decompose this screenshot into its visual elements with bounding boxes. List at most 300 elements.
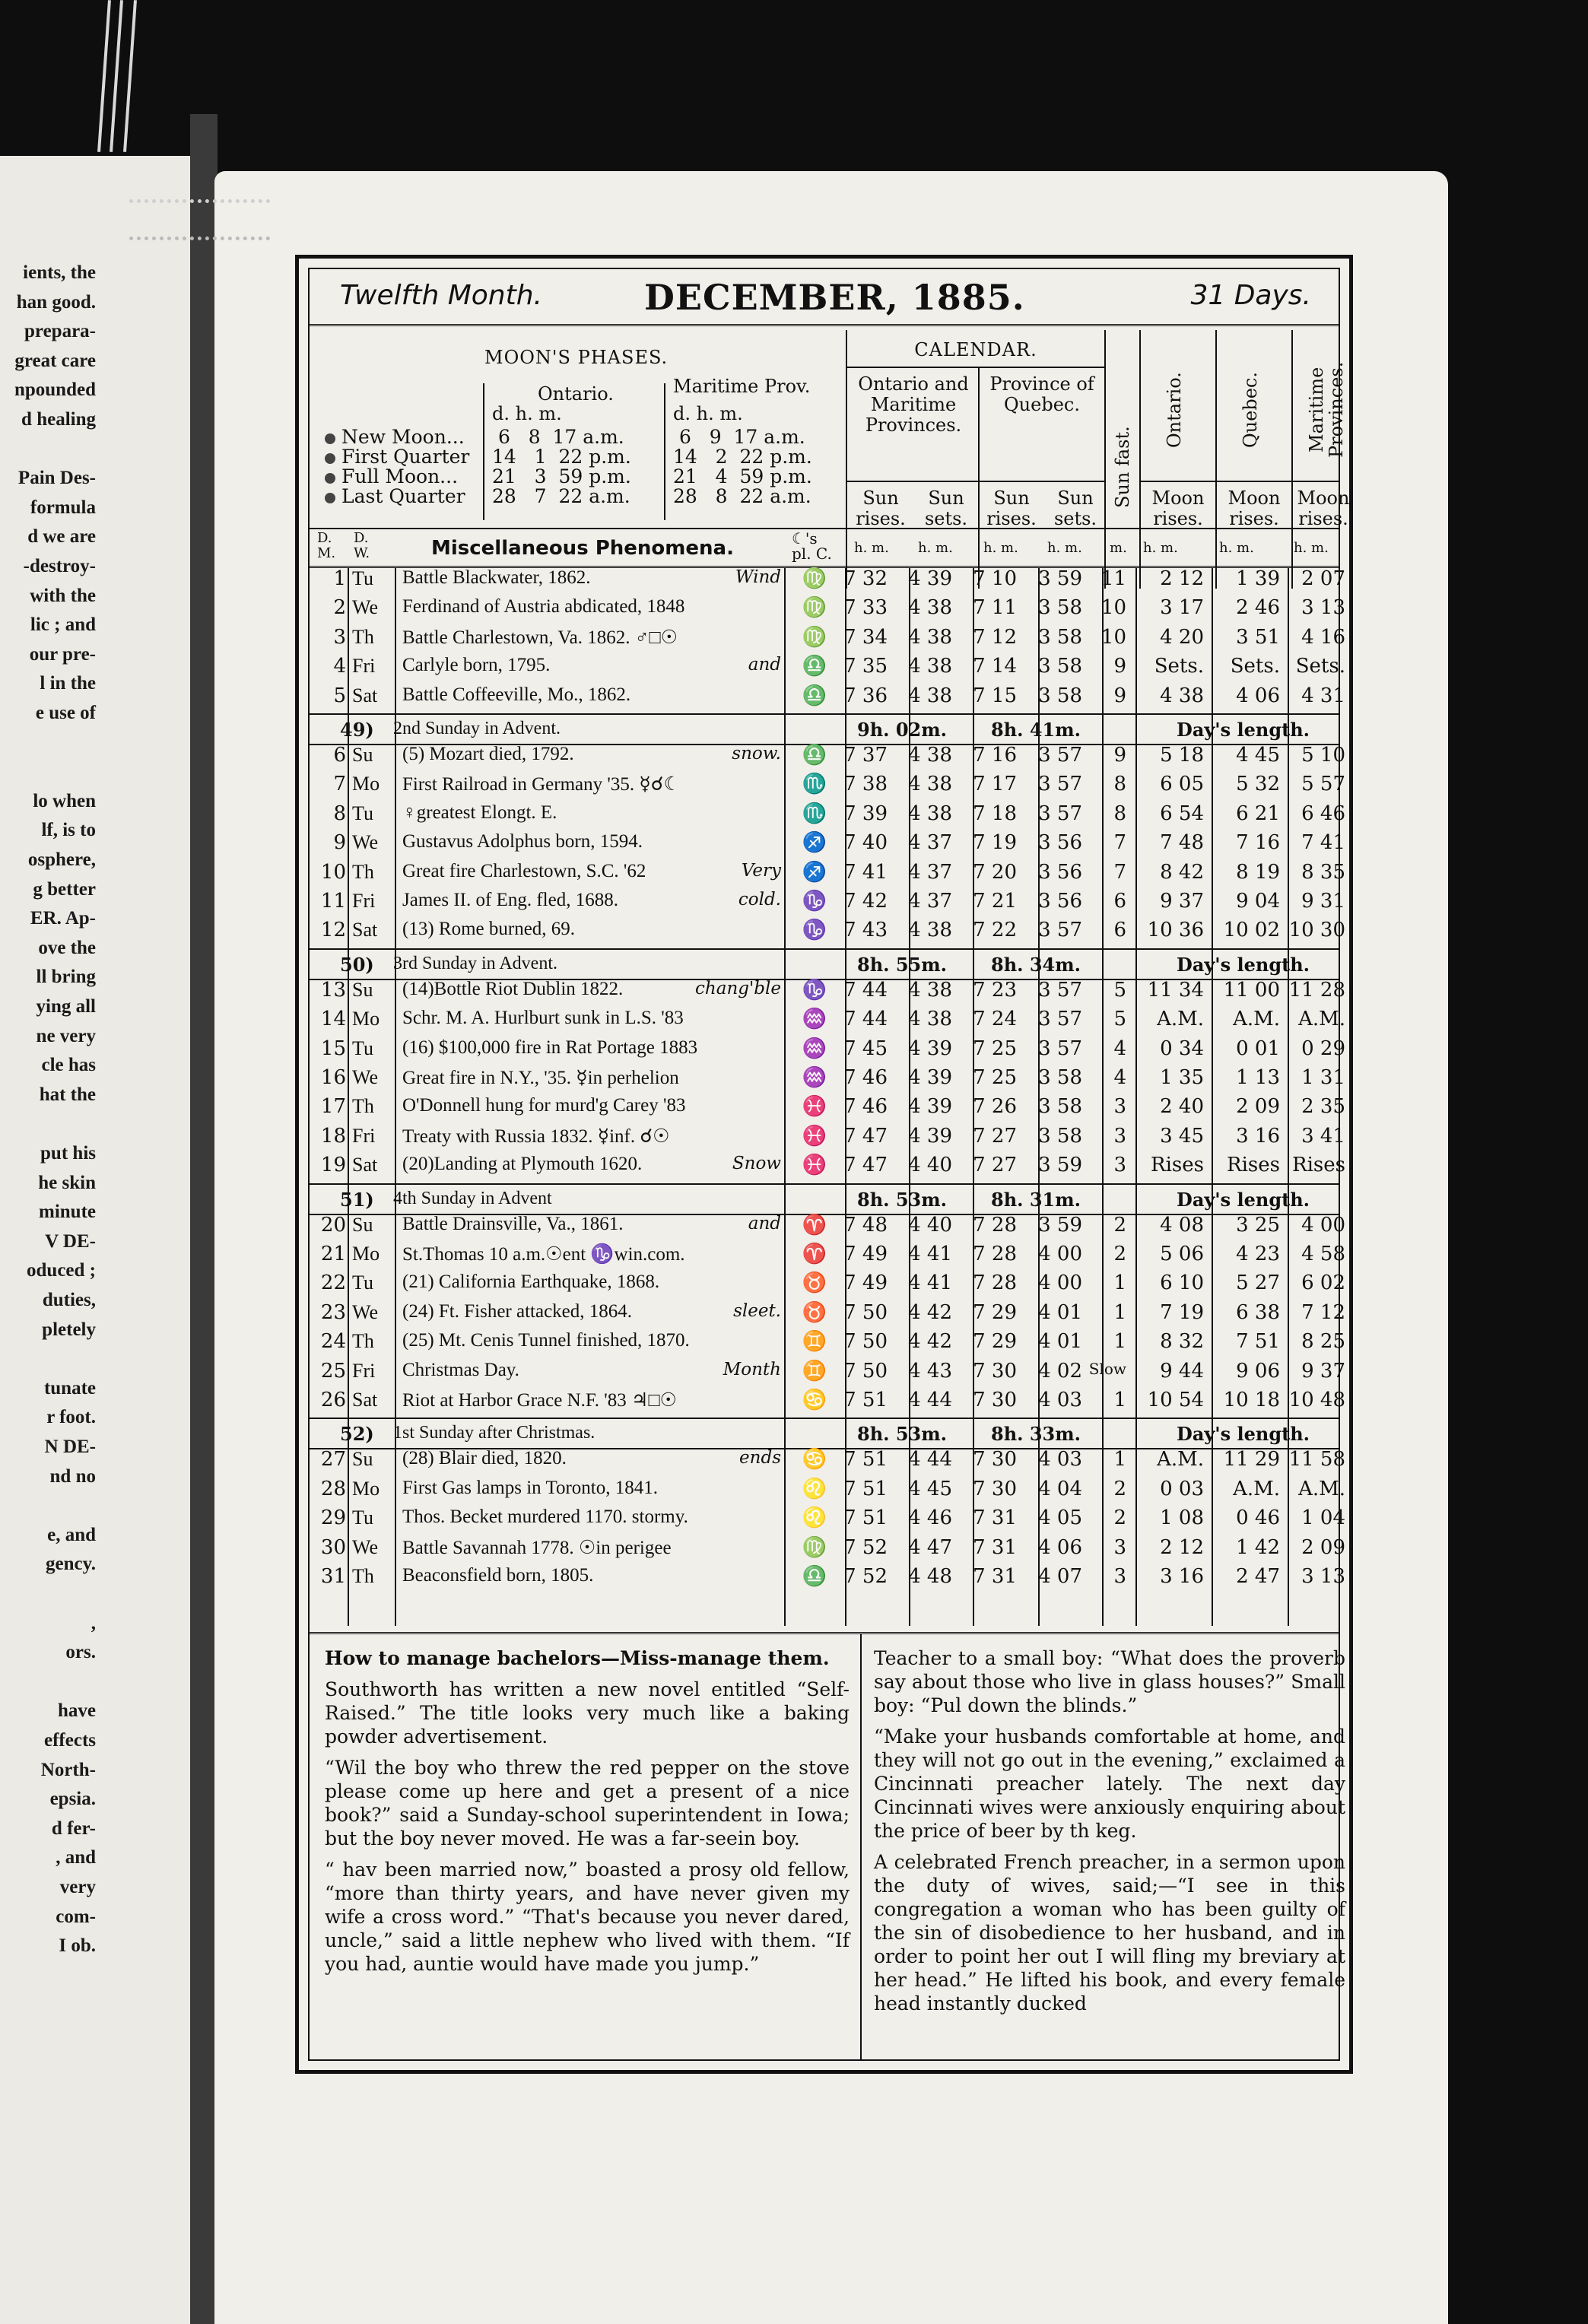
time-cell: 7 44 xyxy=(843,978,888,1002)
month-title: DECEMBER, 1885. xyxy=(644,277,1025,318)
phases-ontario-head: Ontario. xyxy=(538,383,614,405)
moon-phase-icon xyxy=(325,433,335,444)
phenomenon: (20)Landing at Plymouth 1620. xyxy=(402,1154,643,1175)
left-page-line: d healing xyxy=(21,409,96,430)
hm-2: h. m. xyxy=(918,540,953,556)
day-of-week: Su xyxy=(352,1448,373,1471)
time-cell: 7 18 xyxy=(973,802,1017,825)
phases-maritime-head: Maritime Prov. xyxy=(673,376,811,397)
phase-mar-time: 14 2 22 p.m. xyxy=(673,446,812,468)
anecdote-text: “Wil the boy who threw the red pepper on the stove please come up here and get a present of a nice book?” said a Sunday-school superintendent in Iowa; but the boy never moved. He was a far-seein boy. xyxy=(325,1757,850,1849)
time-cell: 0 29 xyxy=(1301,1037,1345,1060)
time-cell: 7 10 xyxy=(973,567,1017,590)
phenomenon: Riot at Harbor Grace N.F. '83 ♃□☉ xyxy=(402,1390,677,1411)
table-row xyxy=(310,831,1345,860)
phenomenon: ♀greatest Elongt. E. xyxy=(402,802,557,823)
day-of-month: 24 xyxy=(320,1330,346,1354)
maritime-moon-head: Maritime Provinces. xyxy=(1306,361,1347,459)
table-row xyxy=(310,1037,1345,1066)
left-page-line: our pre- xyxy=(29,643,96,665)
time-cell: 9 04 xyxy=(1236,890,1280,913)
time-cell: 0 01 xyxy=(1236,1037,1280,1060)
day-of-week: Sat xyxy=(352,1389,378,1411)
left-page-line: ER. Ap- xyxy=(30,908,96,929)
moon-sign: ♌ xyxy=(802,1506,827,1530)
phenomenon: Schr. M. A. Hurlburt sunk in L.S. '83 xyxy=(402,1008,684,1029)
day-of-week: We xyxy=(352,831,378,854)
time-cell: 4 45 xyxy=(908,1477,952,1500)
left-page-line: duties, xyxy=(42,1290,96,1310)
day-of-month: 29 xyxy=(320,1506,346,1530)
time-cell: 1 08 xyxy=(1160,1506,1204,1530)
time-cell: 3 57 xyxy=(1038,1037,1082,1060)
time-cell: 7 19 xyxy=(973,831,1017,855)
time-cell: 2 07 xyxy=(1301,567,1345,590)
time-cell: 3 58 xyxy=(1038,655,1082,678)
time-cell: 0 03 xyxy=(1160,1477,1204,1500)
time-cell: A.M. xyxy=(1298,1008,1345,1031)
moon-sign: ♑ xyxy=(802,919,827,942)
time-cell: 3 25 xyxy=(1236,1213,1280,1237)
left-page-line: lf, is to xyxy=(41,820,96,841)
phase-ont-time: 21 3 59 p.m. xyxy=(492,465,631,487)
table-row xyxy=(310,860,1345,890)
time-cell: 7 41 xyxy=(1301,831,1345,855)
time-cell: 3 45 xyxy=(1160,1124,1204,1148)
sun-sets-1: Sun sets. xyxy=(924,487,968,529)
phenomenon: O'Donnell hung for murd'g Carey '83 xyxy=(402,1095,686,1116)
moon-sign: ♒ xyxy=(802,1037,827,1060)
left-page-line: I ob. xyxy=(59,1935,96,1957)
phenomenon: (14)Bottle Riot Dublin 1822. xyxy=(402,978,624,999)
left-page-line: gency. xyxy=(46,1554,96,1575)
day-of-month: 4 xyxy=(333,655,346,678)
sunday-row xyxy=(310,948,1339,980)
left-page-line: cle has xyxy=(41,1055,96,1076)
time-cell: 9 06 xyxy=(1236,1359,1280,1383)
anecdotes-left xyxy=(325,1646,850,1983)
table-row xyxy=(310,1213,1345,1243)
moon-sign: ♑ xyxy=(802,978,827,1002)
phenomenon: First Railroad in Germany '35. ☿☌☾ xyxy=(402,774,681,795)
table-row xyxy=(310,744,1345,773)
weather-note: Wind xyxy=(735,567,781,587)
weather-note: snow. xyxy=(732,744,781,764)
time-cell: 6 05 xyxy=(1160,773,1204,796)
time-cell: 8 42 xyxy=(1160,860,1204,884)
day-of-month: 5 xyxy=(333,684,346,707)
time-cell: 7 52 xyxy=(843,1535,888,1559)
anecdote-lead: How to manage bachelors—Miss-manage them. xyxy=(325,1647,830,1669)
week-number: 50) xyxy=(340,953,374,976)
time-cell: 3 59 xyxy=(1038,1154,1082,1177)
day-of-month: 15 xyxy=(320,1037,346,1060)
phenomenon: Treaty with Russia 1832. ☿inf. ☌☉ xyxy=(402,1125,670,1147)
time-cell: 4 16 xyxy=(1301,625,1345,649)
phase-row xyxy=(325,485,465,507)
phenomenon: Great fire Charlestown, S.C. '62 xyxy=(402,860,646,881)
time-cell: 7 42 xyxy=(843,890,888,913)
phase-row xyxy=(325,446,469,468)
day-of-month: 26 xyxy=(320,1389,346,1411)
day-of-week: Fri xyxy=(352,1124,376,1147)
sunday-row xyxy=(310,713,1339,745)
time-cell: 7 xyxy=(1113,831,1126,855)
time-cell: 5 18 xyxy=(1160,744,1204,767)
time-cell: 7 28 xyxy=(973,1243,1017,1265)
time-cell: 11 28 xyxy=(1288,978,1345,1002)
time-cell: 7 31 xyxy=(973,1565,1017,1588)
time-cell: 7 15 xyxy=(973,684,1017,707)
day-length-label: Day's length. xyxy=(1177,719,1310,741)
left-page-line: -destroy- xyxy=(23,556,96,576)
sun-rises-2: Sun rises. xyxy=(986,487,1037,529)
left-page-line: d we are xyxy=(27,526,96,548)
time-cell: 6 46 xyxy=(1301,802,1345,825)
day-length-label: Day's length. xyxy=(1177,1188,1310,1211)
weather-note: cold. xyxy=(738,890,781,910)
day-length-label: Day's length. xyxy=(1177,1423,1310,1446)
day-of-month: 13 xyxy=(320,978,346,1002)
day-of-week: Tu xyxy=(352,1037,373,1059)
phenomenon: Christmas Day. xyxy=(402,1359,519,1380)
time-cell: A.M. xyxy=(1157,1448,1204,1472)
time-cell: 3 57 xyxy=(1038,919,1082,942)
phenomenon: (5) Mozart died, 1792. xyxy=(402,744,574,764)
time-cell: 4 03 xyxy=(1038,1389,1082,1411)
anecdote xyxy=(874,1646,1345,1717)
table-row xyxy=(310,1008,1345,1037)
time-cell: 7 52 xyxy=(843,1565,888,1588)
time-cell: Slow xyxy=(1088,1359,1126,1378)
time-cell: 1 31 xyxy=(1301,1066,1345,1089)
day-of-week: Fri xyxy=(352,890,376,912)
time-cell: 7 26 xyxy=(973,1095,1017,1119)
time-cell: 3 58 xyxy=(1038,1066,1082,1089)
left-page-line: lo when xyxy=(33,790,96,811)
time-cell: 3 57 xyxy=(1038,773,1082,796)
time-cell: 7 48 xyxy=(843,1213,888,1237)
day-of-month: 3 xyxy=(333,625,346,649)
sunday-label: 3rd Sunday in Advent. xyxy=(393,953,557,973)
time-cell: 7 51 xyxy=(843,1506,888,1530)
table-row xyxy=(310,1330,1345,1359)
time-cell: 10 xyxy=(1100,625,1126,649)
time-cell: 4 39 xyxy=(908,1124,952,1148)
time-cell: 7 35 xyxy=(843,655,888,678)
moon-phase-icon xyxy=(325,493,335,503)
time-cell: 4 37 xyxy=(908,860,952,884)
head-misc: Miscellaneous Phenomena. xyxy=(431,537,734,560)
table-row xyxy=(310,1243,1345,1272)
month-ordinal: Twelfth Month. xyxy=(340,280,542,311)
time-cell: 7 31 xyxy=(973,1535,1017,1559)
hm-3: h. m. xyxy=(983,540,1018,556)
moon-sign: ♒ xyxy=(802,1066,827,1089)
day-of-week: Su xyxy=(352,744,373,766)
time-cell: 4 38 xyxy=(908,684,952,707)
anecdote xyxy=(325,1858,850,1976)
column-heads xyxy=(310,528,1339,568)
phenomenon: Great fire in N.Y., '35. ☿in perhelion xyxy=(402,1068,679,1088)
phenomenon: First Gas lamps in Toronto, 1841. xyxy=(402,1477,658,1498)
time-cell: 4 23 xyxy=(1236,1243,1280,1265)
time-cell: 8 xyxy=(1113,802,1126,825)
left-page-line: com- xyxy=(56,1906,96,1927)
time-cell: 1 35 xyxy=(1160,1066,1204,1089)
time-cell: 9 31 xyxy=(1301,890,1345,913)
time-cell: 1 13 xyxy=(1236,1066,1280,1089)
left-page-line: ove the xyxy=(38,937,96,958)
phenomenon: (25) Mt. Cenis Tunnel finished, 1870. xyxy=(402,1330,690,1351)
time-cell: 3 57 xyxy=(1038,978,1082,1002)
table-row xyxy=(310,567,1345,596)
left-page-line: d fer- xyxy=(51,1818,96,1839)
time-cell: 11 58 xyxy=(1288,1448,1345,1472)
time-cell: 4 39 xyxy=(908,1066,952,1089)
time-cell: 6 10 xyxy=(1160,1272,1204,1295)
phenomenon: Beaconsfield born, 1805. xyxy=(402,1565,594,1586)
left-page-line: r foot. xyxy=(46,1407,96,1428)
moon-sign: ♑ xyxy=(802,890,827,913)
anecdotes-right xyxy=(874,1646,1345,2023)
time-cell: 4 39 xyxy=(908,1037,952,1060)
time-cell: 9 37 xyxy=(1301,1359,1345,1383)
day-of-month: 17 xyxy=(320,1095,346,1119)
time-cell: 1 xyxy=(1113,1389,1126,1411)
time-cell: 1 xyxy=(1113,1272,1126,1295)
left-page-line: formula xyxy=(30,497,96,518)
time-cell: 4 37 xyxy=(908,831,952,855)
time-cell: 8 xyxy=(1113,773,1126,796)
day-of-month: 12 xyxy=(320,919,346,942)
time-cell: 7 47 xyxy=(843,1124,888,1148)
moon-sign: ♓ xyxy=(802,1124,827,1148)
time-cell: 3 58 xyxy=(1038,596,1082,620)
time-cell: 7 50 xyxy=(843,1330,888,1354)
day-of-week: Sat xyxy=(352,1154,378,1176)
moon-sign: ♏ xyxy=(802,773,827,796)
day-length-2: 8h. 34m. xyxy=(991,953,1081,976)
day-of-month: 27 xyxy=(320,1448,346,1472)
sunday-row xyxy=(310,1183,1339,1215)
month-header xyxy=(310,269,1339,326)
quebec-moon-head: Quebec. xyxy=(1240,372,1261,448)
moon-sign: ♐ xyxy=(802,860,827,884)
left-page-line: npounded xyxy=(14,379,96,401)
left-page-line: very xyxy=(59,1877,96,1897)
time-cell: 5 32 xyxy=(1236,773,1280,796)
anecdote xyxy=(325,1756,850,1850)
time-cell: 4 38 xyxy=(908,655,952,678)
time-cell: 7 30 xyxy=(973,1477,1017,1500)
time-cell: 4 39 xyxy=(908,567,952,590)
time-cell: 4 31 xyxy=(1301,684,1345,707)
time-cell: 4 39 xyxy=(908,1095,952,1119)
weather-note: Snow xyxy=(732,1154,781,1174)
time-cell: 7 51 xyxy=(843,1448,888,1472)
quebec-head: Province of Quebec. xyxy=(989,373,1094,415)
time-cell: 7 40 xyxy=(843,831,888,855)
moon-sign: ♎ xyxy=(802,655,827,678)
moon-sign: ♈ xyxy=(802,1213,827,1237)
time-cell: 3 xyxy=(1113,1535,1126,1559)
time-cell: 3 51 xyxy=(1236,625,1280,649)
left-page xyxy=(0,156,204,2324)
table-row xyxy=(310,655,1345,684)
time-cell: Sets. xyxy=(1154,655,1204,678)
time-cell: 4 44 xyxy=(908,1389,952,1411)
book-gutter xyxy=(190,114,218,2324)
table-row xyxy=(310,1389,1345,1418)
day-of-month: 1 xyxy=(333,567,346,590)
time-cell: 4 04 xyxy=(1038,1477,1082,1500)
time-cell: 3 16 xyxy=(1236,1124,1280,1148)
time-cell: 7 49 xyxy=(843,1243,888,1265)
sunday-label: 2nd Sunday in Advent. xyxy=(393,719,561,738)
time-cell: 7 16 xyxy=(973,744,1017,767)
table-row xyxy=(310,1066,1345,1095)
moon-sign: ♉ xyxy=(802,1300,827,1324)
time-cell: 4 40 xyxy=(908,1154,952,1177)
table-row xyxy=(310,1154,1345,1183)
time-cell: 3 13 xyxy=(1301,1565,1345,1588)
week-number: 52) xyxy=(340,1423,374,1446)
time-cell: 3 xyxy=(1113,1154,1126,1177)
time-cell: 4 38 xyxy=(908,773,952,796)
time-cell: 9 xyxy=(1113,684,1126,707)
time-cell: 4 05 xyxy=(1038,1506,1082,1530)
moon-sign: ♊ xyxy=(802,1330,827,1354)
left-page-line: Pain Des- xyxy=(17,468,96,489)
time-cell: 7 38 xyxy=(843,773,888,796)
time-cell: 9 xyxy=(1113,744,1126,767)
time-cell: 7 46 xyxy=(843,1066,888,1089)
time-cell: 4 01 xyxy=(1038,1300,1082,1324)
time-cell: 10 18 xyxy=(1223,1389,1280,1411)
left-page-line: have xyxy=(58,1700,96,1722)
table-row xyxy=(310,625,1345,655)
ontario-moon-head: Ontario. xyxy=(1164,372,1185,448)
time-cell: 7 19 xyxy=(1160,1300,1204,1324)
time-cell: Sets. xyxy=(1230,655,1280,678)
phase-name: Last Quarter xyxy=(341,485,465,507)
time-cell: 7 32 xyxy=(843,567,888,590)
time-cell: 5 xyxy=(1113,1008,1126,1031)
time-cell: 5 xyxy=(1113,978,1126,1002)
time-cell: 7 27 xyxy=(973,1154,1017,1177)
sunday-label: 4th Sunday in Advent xyxy=(393,1188,552,1208)
time-cell: 1 xyxy=(1113,1448,1126,1472)
day-of-week: Fri xyxy=(352,655,376,678)
moon-sign: ♍ xyxy=(802,625,827,649)
time-cell: 5 27 xyxy=(1236,1272,1280,1295)
anecdote-text: A celebrated French preacher, in a sermon upon the duty of wives, said;—“I see in this congregation a woman who has been guilty of the sin of disobedience to her husband, and in order to point her out I will fling my breviary at her head.” He lifted his book, and every female head instantly ducked xyxy=(874,1851,1345,2014)
time-cell: 4 42 xyxy=(908,1300,952,1324)
time-cell: 7 39 xyxy=(843,802,888,825)
time-cell: 7 41 xyxy=(843,860,888,884)
day-length-2: 8h. 41m. xyxy=(991,719,1081,741)
left-page-line: effects xyxy=(44,1730,96,1751)
time-cell: 8 19 xyxy=(1236,860,1280,884)
time-cell: 7 30 xyxy=(973,1448,1017,1472)
time-cell: 6 38 xyxy=(1236,1300,1280,1324)
time-cell: 3 58 xyxy=(1038,684,1082,707)
anecdote-text: Southworth has written a new novel entitled “Self-Raised.” The title looks very much like a baking powder advertisement. xyxy=(325,1678,850,1748)
time-cell: 9 xyxy=(1113,655,1126,678)
day-of-month: 25 xyxy=(320,1359,346,1383)
moon-sign: ♋ xyxy=(802,1389,827,1411)
time-cell: 9 44 xyxy=(1160,1359,1204,1383)
time-cell: 4 38 xyxy=(908,596,952,620)
time-cell: 3 58 xyxy=(1038,625,1082,649)
time-cell: 1 04 xyxy=(1301,1506,1345,1530)
left-page-line: tunate xyxy=(43,1377,96,1399)
time-cell: 7 30 xyxy=(973,1389,1017,1411)
time-cell: Sets. xyxy=(1295,655,1345,678)
time-cell: 4 xyxy=(1113,1066,1126,1089)
left-page-line: he skin xyxy=(38,1172,96,1193)
table-row xyxy=(310,1565,1345,1594)
binding-thread xyxy=(87,0,156,152)
time-cell: 4 38 xyxy=(908,1008,952,1031)
time-cell: 3 13 xyxy=(1301,596,1345,620)
time-cell: 4 03 xyxy=(1038,1448,1082,1472)
moon-sign: ♊ xyxy=(802,1359,827,1383)
hm-1: h. m. xyxy=(854,540,889,556)
left-page-line: pletely xyxy=(42,1319,96,1340)
left-page-line: put his xyxy=(40,1143,96,1164)
moon-sign: ♎ xyxy=(802,744,827,767)
moon-sign: ♎ xyxy=(802,684,827,707)
time-cell: 7 12 xyxy=(973,625,1017,649)
time-cell: 6 21 xyxy=(1236,802,1280,825)
time-cell: 4 08 xyxy=(1160,1213,1204,1237)
time-cell: 7 51 xyxy=(1236,1330,1280,1354)
phase-mar-time: 28 8 22 a.m. xyxy=(673,485,811,507)
time-cell: 6 xyxy=(1113,890,1126,913)
time-cell: 4 xyxy=(1113,1037,1126,1060)
time-cell: 7 33 xyxy=(843,596,888,620)
time-cell: 4 38 xyxy=(908,978,952,1002)
time-cell: A.M. xyxy=(1233,1008,1280,1031)
time-cell: 4 38 xyxy=(908,744,952,767)
day-of-week: Fri xyxy=(352,1359,376,1382)
moon-sign: ♓ xyxy=(802,1095,827,1119)
day-of-week: Su xyxy=(352,978,373,1001)
phase-ont-time: 6 8 17 a.m. xyxy=(492,426,624,448)
time-cell: 4 40 xyxy=(908,1213,952,1237)
time-cell: 7 17 xyxy=(973,773,1017,796)
left-page-line: epsia. xyxy=(49,1789,96,1810)
time-cell: 4 37 xyxy=(908,890,952,913)
time-cell: 0 34 xyxy=(1160,1037,1204,1060)
left-page-line: prepara- xyxy=(24,321,96,342)
table-row xyxy=(310,1448,1345,1477)
time-cell: 7 49 xyxy=(843,1272,888,1295)
time-cell: 2 xyxy=(1113,1243,1126,1265)
day-length-label: Day's length. xyxy=(1177,953,1310,976)
time-cell: 11 34 xyxy=(1147,978,1204,1002)
table-row xyxy=(310,1535,1345,1565)
phenomenon: (13) Rome burned, 69. xyxy=(402,919,576,940)
left-page-line: l in the xyxy=(40,673,96,694)
phase-mar-time: 21 4 59 p.m. xyxy=(673,465,812,487)
time-cell: 2 12 xyxy=(1160,1535,1204,1559)
time-cell: 10 30 xyxy=(1288,919,1345,942)
phenomenon: Battle Coffeeville, Mo., 1862. xyxy=(402,684,631,705)
moon-sign: ♉ xyxy=(802,1272,827,1295)
